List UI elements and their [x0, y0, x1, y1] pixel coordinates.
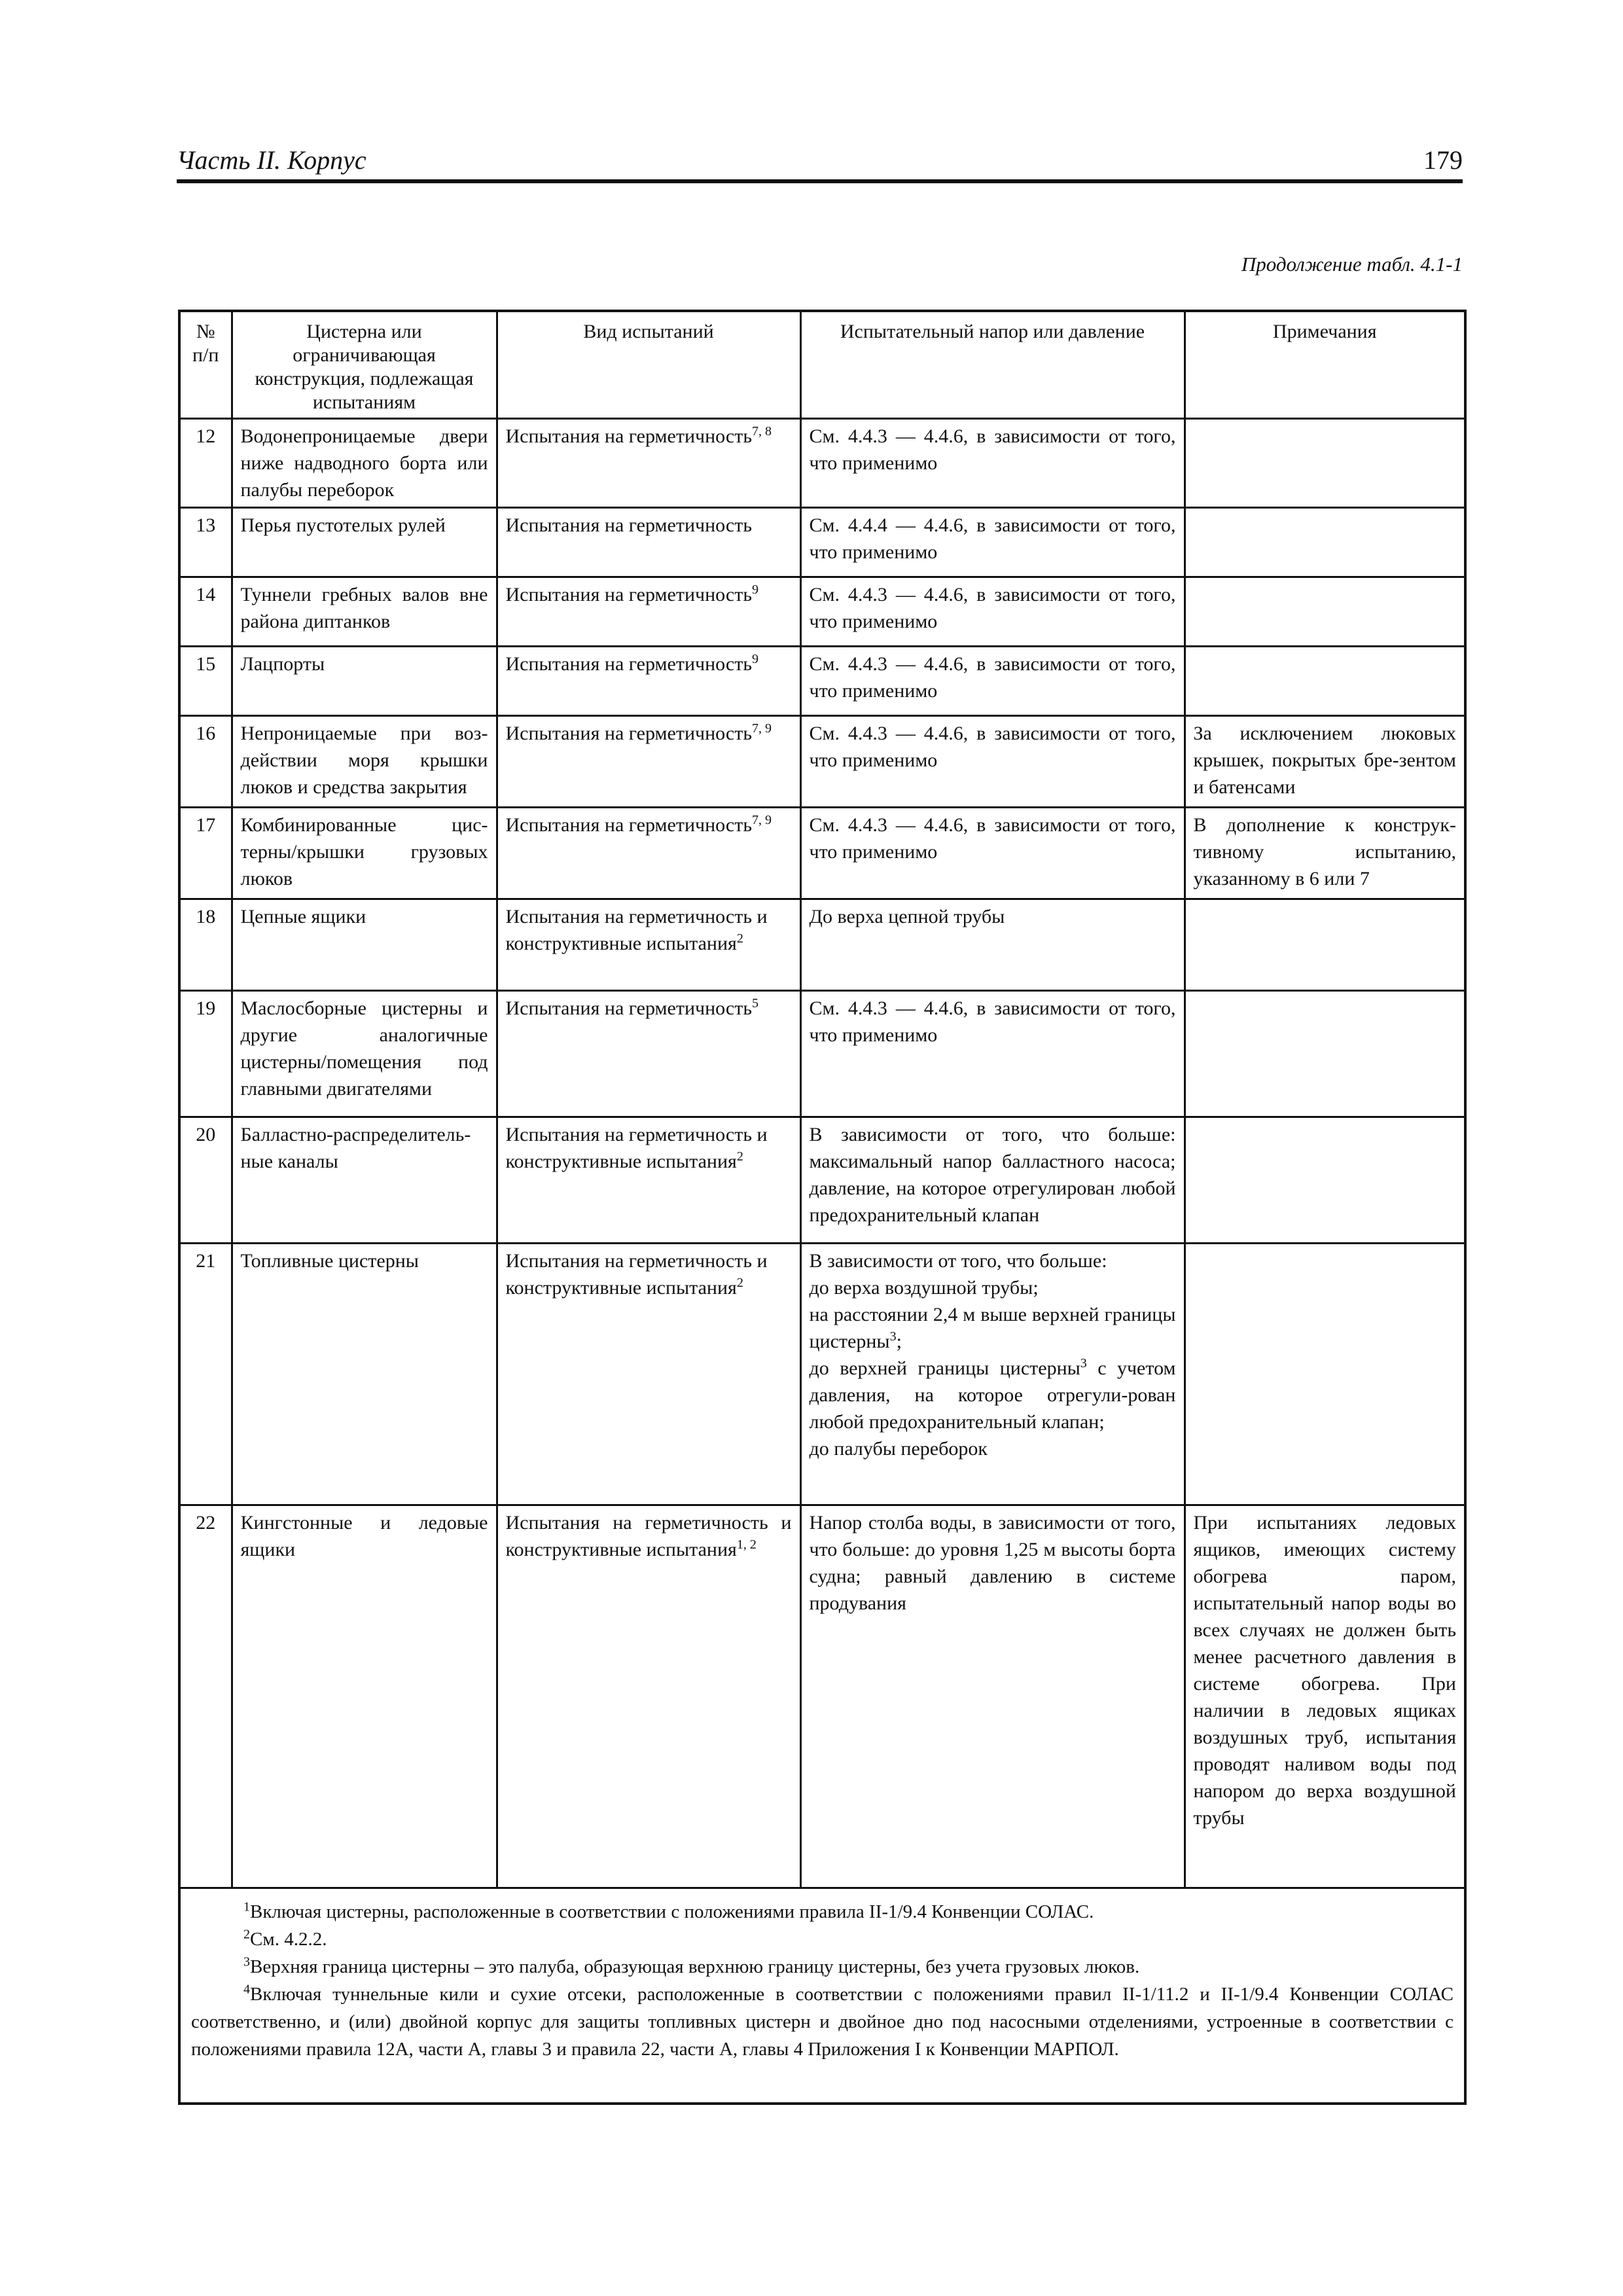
row-notes [1185, 577, 1465, 647]
row-test [497, 508, 800, 577]
row-test-sup: 2 [736, 1276, 743, 1290]
row-pressure: См. 4.4.4 — 4.4.6, в зависимости от того, что применимо [800, 508, 1185, 577]
footnote [191, 1981, 1454, 2063]
row-object: Туннели гребных валов вне района диптанков [232, 577, 497, 647]
footnotes-row [179, 1888, 1465, 2104]
row-notes [1185, 647, 1465, 716]
row-number: 16 [179, 716, 232, 808]
row-test-sup: 9 [752, 583, 758, 597]
row-pressure: До верха цепной трубы [800, 899, 1185, 991]
row-test [497, 1244, 800, 1505]
row-number: 12 [179, 419, 232, 508]
footnote-mark: 2 [243, 1927, 250, 1942]
row21-pressure-line: до палубы переборок [809, 1438, 988, 1460]
row-notes [1185, 508, 1465, 577]
row-pressure: В зависимости от того, что больше: максимальный напор балластного насоса; давление, на которое отрегулирован любой предохранительный клапан [800, 1117, 1185, 1244]
row-test-sup: 2 [736, 1149, 743, 1164]
table-row [179, 1117, 1465, 1244]
page-number: 179 [1423, 145, 1463, 175]
row-number: 18 [179, 899, 232, 991]
table-row [179, 716, 1465, 808]
row-test-text: Испытания на герметичность [505, 814, 752, 836]
row-number: 17 [179, 808, 232, 899]
row-number: 15 [179, 647, 232, 716]
footnote-mark: 3 [243, 1954, 250, 1969]
row21-pressure-line [810, 1301, 1176, 1355]
row21-pressure-line [810, 1355, 1176, 1435]
row-pressure [800, 1244, 1185, 1505]
row-test [497, 1117, 800, 1244]
row-object: Маслосборные цистерны и другие аналогичные цистерны/помещения под главными двигателями [232, 991, 497, 1117]
table-row [179, 577, 1465, 647]
table-row [179, 1505, 1465, 1888]
row21-pressure-text: на расстоянии 2,4 м выше верхней границы цистерны [809, 1304, 1176, 1352]
table-row [179, 991, 1465, 1117]
footnote-text: Включая цистерны, расположенные в соответствии с положениями правила II-1/9.4 Конвенции СОЛАС. [250, 1901, 1094, 1922]
row-test-sup: 7, 9 [752, 721, 772, 736]
row21-pressure-text: ; [896, 1331, 902, 1352]
row-object: Комбинированные цис-терны/крышки грузовых люков [232, 808, 497, 899]
footnote-text: См. 4.2.2. [250, 1929, 327, 1950]
table-row [179, 808, 1465, 899]
page-header [177, 139, 1463, 183]
col-header-notes: Примечания [1185, 311, 1465, 419]
row-notes [1185, 991, 1465, 1117]
row-object: Перья пустотелых рулей [232, 508, 497, 577]
row-notes [1185, 1244, 1465, 1505]
table-row [179, 1244, 1465, 1505]
row-test [497, 577, 800, 647]
row-test-text: Испытания на герметичность и конструктивные испытания [505, 1250, 768, 1299]
row-pressure: См. 4.4.3 — 4.4.6, в зависимости от того, что применимо [800, 577, 1185, 647]
row-notes: В дополнение к конструк-тивному испытанию, указанному в 6 или 7 [1185, 808, 1465, 899]
row-test-text: Испытания на герметичность и конструктивные испытания [505, 906, 768, 954]
row-pressure: См. 4.4.3 — 4.4.6, в зависимости от того, что применимо [800, 808, 1185, 899]
table-row [179, 419, 1465, 508]
row21-pressure-text: с учетом давления, на которое отрегули-рован любой предохранительный клапан; [809, 1357, 1176, 1433]
footnote-text: Включая туннельные кили и сухие отсеки, расположенные в соответствии с положениями правил II-1/11.2 и II-1/9.4 Конвенции СОЛАС соответственно, и (или) двойной корпус для защиты топливных цистерн и двойное дно под насосными отделениями, устроенные в соответствии с положениями правила 12А, части А, главы 3 и правила 22, части А, главы 4 Приложения I к Конвенции МАРПОЛ. [191, 1984, 1454, 2060]
part-title: Часть II. Корпус [177, 145, 366, 175]
footnote [191, 1898, 1454, 1926]
row-notes [1185, 419, 1465, 508]
row-test-text: Испытания на герметичность [505, 514, 752, 536]
row-object: Непроницаемые при воз-действии моря крышки люков и средства закрытия [232, 716, 497, 808]
row-test [497, 419, 800, 508]
row-number: 14 [179, 577, 232, 647]
row-object: Балластно-распределитель-ные каналы [232, 1117, 497, 1244]
row-object: Цепные ящики [232, 899, 497, 991]
row-test-sup: 2 [736, 931, 743, 946]
table-row [179, 508, 1465, 577]
footnote-mark: 4 [243, 1982, 250, 1997]
table-row [179, 899, 1465, 991]
row-test-text: Испытания на герметичность [505, 997, 752, 1019]
row-pressure: Напор столба воды, в зависимости от того, что больше: до уровня 1,25 м высоты борта судна; равный давлению в системе продувания [800, 1505, 1185, 1888]
col-header-pressure: Испытательный напор или давление [800, 311, 1185, 419]
row-object: Топливные цистерны [232, 1244, 497, 1505]
row-test-sup: 5 [752, 996, 758, 1011]
row-test-text: Испытания на герметичность [505, 425, 752, 447]
row-test-text: Испытания на герметичность [505, 653, 752, 675]
row-notes [1185, 899, 1465, 991]
footnote-text: Верхняя граница цистерны – это палуба, образующая верхнюю границу цистерны, без учета грузовых люков. [250, 1956, 1140, 1977]
row-test [497, 647, 800, 716]
row-pressure: См. 4.4.3 — 4.4.6, в зависимости от того, что применимо [800, 647, 1185, 716]
footnote [191, 1926, 1454, 1953]
row-test-text: Испытания на герметичность [505, 723, 752, 744]
row21-pressure-sup: 3 [889, 1329, 897, 1344]
col-header-num: № п/п [179, 311, 232, 419]
row21-pressure-sup: 3 [1080, 1356, 1087, 1371]
row-test-sup: 7, 8 [752, 424, 772, 439]
row-test-sup: 9 [752, 652, 758, 666]
row-test-sup: 7, 9 [752, 813, 772, 827]
footnote-mark: 1 [243, 1899, 250, 1914]
row-test-text: Испытания на герметичность и конструктивные испытания [505, 1512, 792, 1560]
row-test [497, 899, 800, 991]
col-header-object: Цистерна или ограничивающая конструкция, подлежащая испытаниям [232, 311, 497, 419]
row-test-text: Испытания на герметичность [505, 584, 752, 605]
row-test [497, 808, 800, 899]
row-test [497, 1505, 800, 1888]
row-pressure: См. 4.4.3 — 4.4.6, в зависимости от того, что применимо [800, 716, 1185, 808]
row-test-sup: 1, 2 [736, 1537, 757, 1552]
row-test-text: Испытания на герметичность и конструктивные испытания [505, 1124, 768, 1172]
row21-pressure-text: до верхней границы цистерны [809, 1357, 1080, 1379]
table-caption: Продолжение табл. 4.1-1 [1241, 253, 1463, 276]
row21-pressure-line: В зависимости от того, что больше: [809, 1250, 1107, 1272]
row-pressure: См. 4.4.3 — 4.4.6, в зависимости от того, что применимо [800, 419, 1185, 508]
test-table [178, 310, 1467, 2105]
row-number: 19 [179, 991, 232, 1117]
row-object: Лацпорты [232, 647, 497, 716]
row-object: Кингстонные и ледовые ящики [232, 1505, 497, 1888]
row-test [497, 716, 800, 808]
row-object: Водонепроницаемые двери ниже надводного борта или палубы переборок [232, 419, 497, 508]
row-number: 22 [179, 1505, 232, 1888]
row-test [497, 991, 800, 1117]
row-number: 21 [179, 1244, 232, 1505]
row21-pressure-line: до верха воздушной трубы; [809, 1277, 1039, 1299]
row-pressure: См. 4.4.3 — 4.4.6, в зависимости от того, что применимо [800, 991, 1185, 1117]
table-header-row [179, 311, 1465, 419]
footnotes-cell [179, 1888, 1465, 2104]
table-row [179, 647, 1465, 716]
footnote [191, 1953, 1454, 1981]
row-notes: За исключением люковых крышек, покрытых бре-зентом и батенсами [1185, 716, 1465, 808]
row-number: 20 [179, 1117, 232, 1244]
row-notes: При испытаниях ледовых ящиков, имеющих систему обогрева паром, испытательный напор воды во всех случаях не должен быть менее расчетного давления в системе обогрева. При наличии в ледовых ящиках воздушных труб, испытания проводят наливом воды под напором до верха воздушной трубы [1185, 1505, 1465, 1888]
row-number: 13 [179, 508, 232, 577]
row-notes [1185, 1117, 1465, 1244]
col-header-test: Вид испытаний [497, 311, 800, 419]
